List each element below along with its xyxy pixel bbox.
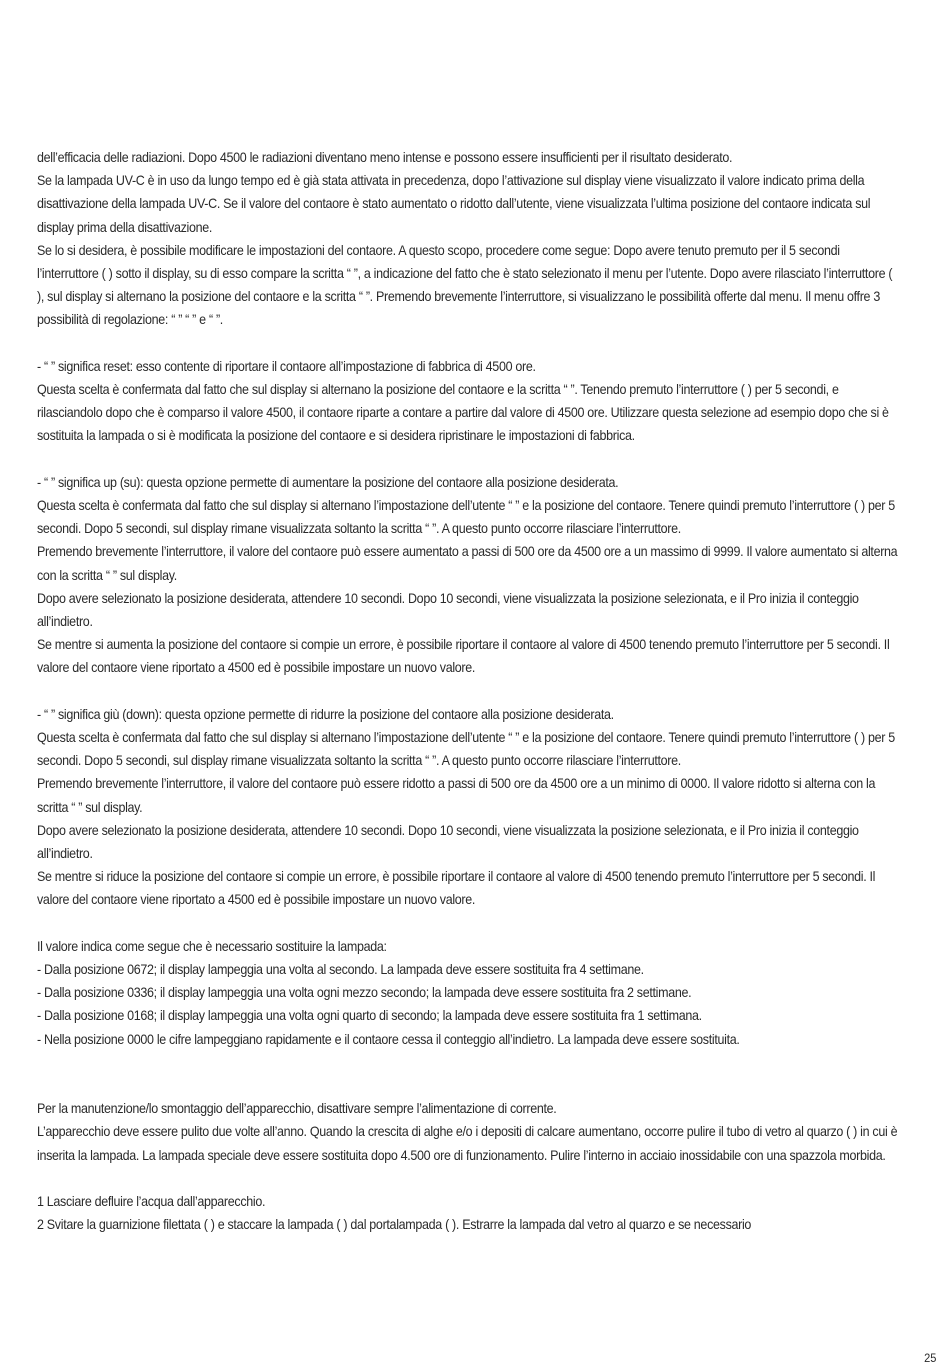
spacer bbox=[37, 332, 899, 355]
paragraph: Se lo si desidera, è possibile modificare le impostazioni del contaore. A questo scopo, procedere come segue: Dopo avere tenuto premuto per il 5 secondi l’interruttore ( ) sotto il display, su di esso compare la scritta “ ”, a indicazione del fatto che è stato selezionato il menu per l’utente. Dopo avere rilasciato l’interruttore ( ), sul display si alternano la posizione del contaore e la scritta “ ”. Premendo brevemente l’interruttore, si visualizzano le possibilità offerte dal menu. Il menu offre 3 possibilità di regolazione: “ ” “ ” e “ ”. bbox=[37, 242, 893, 328]
paragraph: Questa scelta è confermata dal fatto che sul display si alternano la posizione del contaore e la scritta “ ”. Tenendo premuto l’interruttore ( ) per 5 secondi, e rilasciandolo dopo che è comparso il valore 4500, il contaore riparte a contare a partire dal valore di 4500 ore. Utilizzare questa selezione ad esempio dopo che si è sostituita la lampada o si è modificata la posizione del contaore e si desidera ripristinare le impostazioni di fabbrica. bbox=[37, 382, 889, 444]
paragraph: Dopo avere selezionato la posizione desiderata, attendere 10 secondi. Dopo 10 secondi, viene visualizzata la posizione selezionata, e il Pro inizia il conteggio all’indietro. bbox=[37, 822, 859, 862]
spacer bbox=[37, 448, 899, 471]
maintenance-paragraph: Per la manutenzione/lo smontaggio dell’apparecchio, disattivare sempre l’alimentazione di corrente. bbox=[37, 1101, 557, 1117]
paragraph: Se la lampada UV-C è in uso da lungo tempo ed è già stata attivata in precedenza, dopo l’attivazione sul display viene visualizzato il valore indicato prima della disattivazione della lampada UV-C. Se il valore del contaore è stato aumentato o ridotto dall’utente, viene visualizzata l’ultima posizione del contaore indicata sul display prima della disattivazione. bbox=[37, 173, 871, 235]
paragraph: Premendo brevemente l’interruttore, il valore del contaore può essere aumentato a passi di 500 ore da 4500 ore a un massimo di 9999. Il valore aumentato si alterna con la scritta “ ” sul display. bbox=[37, 544, 898, 583]
list-item: - Dalla posizione 0672; il display lampeggia una volta al secondo. La lampada deve essere sostituita fra 4 settimane. bbox=[37, 962, 644, 978]
list-item: - Dalla posizione 0336; il display lampeggia una volta ogni mezzo secondo; la lampada deve essere sostituita fra 2 settimane. bbox=[37, 985, 692, 1001]
paragraph: Se mentre si riduce la posizione del contaore si compie un errore, è possibile riportare il contaore al valore di 4500 tenendo premuto l’interruttore per 5 secondi. Il valore del contaore viene riportato a 4500 ed è possibile impostare un nuovo valore. bbox=[37, 869, 876, 908]
paragraph: Questa scelta è confermata dal fatto che sul display si alternano l’impostazione dell’utente “ ” e la posizione del contaore. Tenere quindi premuto l’interruttore ( ) per 5 secondi. Dopo 5 secondi, sul display rimane visualizzata soltanto la scritta “ ”. A questo punto occorre rilasciare l’interruttore. bbox=[37, 730, 895, 769]
paragraph: Questa scelta è confermata dal fatto che sul display si alternano l’impostazione dell’utente “ ” e la posizione del contaore. Tenere quindi premuto l’interruttore ( ) per 5 secondi. Dopo 5 secondi, sul display rimane visualizzata soltanto la scritta “ ”. A questo punto occorre rilasciare l’interruttore. bbox=[37, 498, 895, 537]
paragraph: dell’efficacia delle radiazioni. Dopo 4500 le radiazioni diventano meno intense e possono essere insufficienti per il risultato desiderato. bbox=[37, 150, 733, 165]
spacer bbox=[37, 1167, 899, 1190]
option-up-heading: - “ ” significa up (su): questa opzione permette di aumentare la posizione del contaore alla posizione desiderata. bbox=[37, 474, 619, 490]
spacer bbox=[37, 912, 899, 935]
step-item: 1 Lasciare defluire l’acqua dall’apparecchio. bbox=[37, 1194, 266, 1210]
spacer bbox=[37, 680, 899, 703]
list-item: - Dalla posizione 0168; il display lampeggia una volta ogni quarto di secondo; la lampada deve essere sostituita fra 1 settimana. bbox=[37, 1008, 702, 1024]
page-content bbox=[37, 146, 899, 1236]
paragraph: Se mentre si aumenta la posizione del contaore si compie un errore, è possibile riportare il contaore al valore di 4500 tenendo premuto l’interruttore per 5 secondi. Il valore del contaore viene riportato a 4500 ed è possibile impostare un nuovo valore. bbox=[37, 637, 890, 676]
page-number: 25 bbox=[923, 1351, 936, 1365]
spacer bbox=[37, 1051, 899, 1097]
option-reset-heading: - “ ” significa reset: esso contente di riportare il contaore all’impostazione di fabbrica di 4500 ore. bbox=[37, 358, 536, 374]
paragraph: Premendo brevemente l’interruttore, il valore del contaore può essere ridotto a passi di 500 ore da 4500 ore a un minimo di 0000. Il valore ridotto si alterna con la scritta “ ” sul display. bbox=[37, 776, 876, 815]
maintenance-paragraph: L’apparecchio deve essere pulito due volte all’anno. Quando la crescita di alghe e/o i depositi di calcare aumentano, occorre pulire il tubo di vetro al quarzo ( ) in cui è inserita la lampada. La lampada speciale deve essere sostituita dopo 4.500 ore di funzionamento. Pulire l’interno in acciaio inossidabile con una spazzola morbida. bbox=[37, 1124, 898, 1163]
list-item: - Nella posizione 0000 le cifre lampeggiano rapidamente e il contaore cessa il conteggio all’indietro. La lampada deve essere sostituita. bbox=[37, 1031, 740, 1047]
paragraph: Il valore indica come segue che è necessario sostituire la lampada: bbox=[37, 938, 387, 954]
step-item: 2 Svitare la guarnizione filettata ( ) e staccare la lampada ( ) dal portalampada ( ). Estrarre la lampada dal vetro al quarzo e se necessario bbox=[37, 1217, 752, 1233]
paragraph: Dopo avere selezionato la posizione desiderata, attendere 10 secondi. Dopo 10 secondi, viene visualizzata la posizione selezionata, e il Pro inizia il conteggio all’indietro. bbox=[37, 590, 859, 630]
option-down-heading: - “ ” significa giù (down): questa opzione permette di ridurre la posizione del contaore alla posizione desiderata. bbox=[37, 706, 614, 722]
